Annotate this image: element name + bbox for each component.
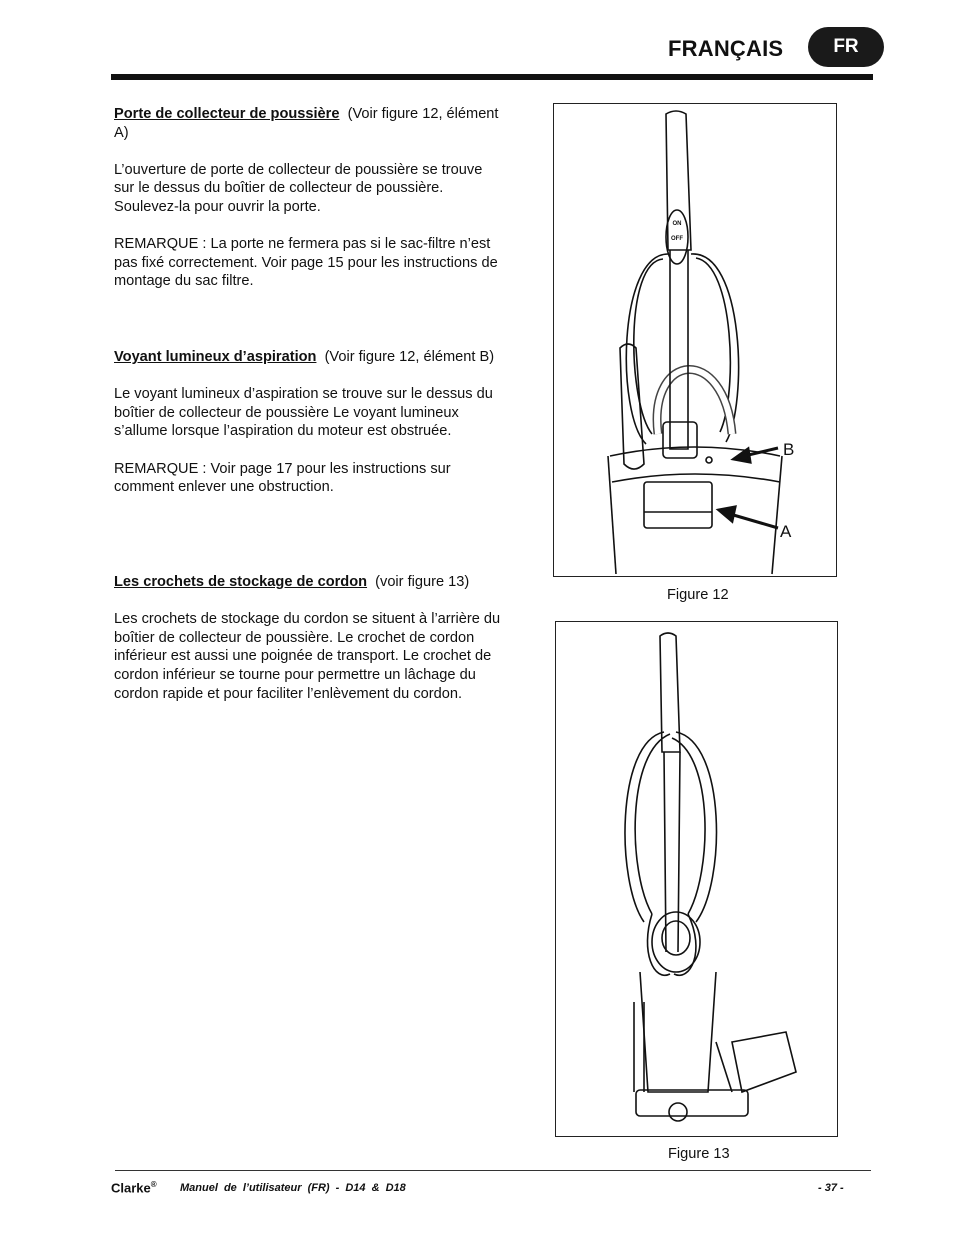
section-reference: (Voir figure 12, élément A) xyxy=(114,106,499,141)
footer-rule xyxy=(115,1170,871,1171)
language-title: FRANÇAIS xyxy=(668,36,784,61)
figure-13-frame xyxy=(555,621,838,1137)
paragraph: L’ouverture de porte de collecteur de poussière se trouve sur le dessus du boîtier de collecteur de poussière. Soulevez-la pour ouvrir la porte. xyxy=(114,161,483,215)
section-heading: Voyant lumineux d’aspiration xyxy=(114,349,317,365)
note-paragraph: REMARQUE : La porte ne fermera pas si le sac-filtre n’est pas fixé correctement. Voir page 15 pour les instructions de montage du sac filtre. xyxy=(114,236,498,290)
registered-mark: ® xyxy=(150,1180,157,1189)
section-cord-hooks xyxy=(114,573,506,703)
paragraph: Le voyant lumineux d’aspiration se trouve sur le dessus du boîtier de collecteur de poussière Le voyant lumineux s’allume lorsque l’aspiration du moteur est obstruée. xyxy=(114,386,493,440)
power-switch-labels xyxy=(671,221,683,242)
vacuum-rear-illustration xyxy=(556,622,837,1136)
callout-arrows xyxy=(719,448,778,528)
brand-name: Clarke xyxy=(111,1180,151,1196)
note-paragraph: REMARQUE : Voir page 17 pour les instructions sur comment enlever une obstruction. xyxy=(114,460,451,496)
page-number: - 37 - xyxy=(818,1182,844,1194)
header-rule xyxy=(111,74,873,80)
switch-off-label: OFF xyxy=(671,236,683,242)
footer-brand xyxy=(111,1180,157,1195)
figure-12-caption: Figure 12 xyxy=(667,587,729,603)
language-badge: FR xyxy=(808,27,884,67)
callout-a-label: A xyxy=(780,522,792,541)
section-suction-light xyxy=(114,348,506,497)
paragraph: Les crochets de stockage du cordon se situent à l’arrière du boîtier de collecteur de poussière. Le crochet de cordon inférieur est aussi une poignée de transport. Le crochet de cordon inférieur se tourne pour permettre un lâchage du cordon rapide et pour faciliter l’enlèvement du cordon. xyxy=(114,611,501,702)
section-dust-door xyxy=(114,105,506,291)
callout-b-label: B xyxy=(783,440,795,459)
figure-12-frame xyxy=(553,103,837,577)
section-reference: (Voir figure 12, élément B) xyxy=(324,349,495,365)
section-heading: Les crochets de stockage de cordon xyxy=(114,574,368,590)
footer-manual-title: Manuel de l’utilisateur (FR) - D14 & D18 xyxy=(180,1182,406,1194)
figure-13-caption: Figure 13 xyxy=(668,1146,730,1162)
switch-on-label: ON xyxy=(672,221,682,227)
vacuum-top-illustration xyxy=(554,104,836,576)
section-heading: Porte de collecteur de poussière xyxy=(114,106,340,122)
section-reference: (voir figure 13) xyxy=(375,574,470,590)
